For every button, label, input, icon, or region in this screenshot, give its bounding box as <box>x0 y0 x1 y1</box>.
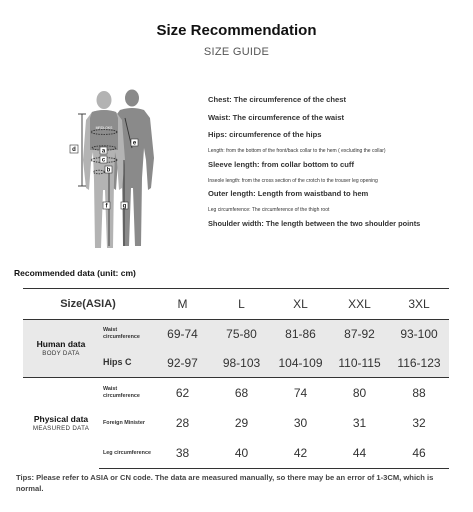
page-title: Size Recommendation <box>156 22 317 39</box>
table-cell: 42 <box>271 438 330 469</box>
table-cell: 75-80 <box>212 320 271 349</box>
row-label: Foreign Minister <box>103 419 145 426</box>
size-header-cell: 3XL <box>389 289 449 320</box>
table-cell: 32 <box>412 416 426 430</box>
row-label: Waist circumference <box>99 378 153 409</box>
marker-d: d <box>72 147 76 153</box>
table-cell: 81-86 <box>271 320 330 349</box>
def-length: Length: from the bottom of the front/back collar to the hem ( excluding the collar) <box>208 148 386 155</box>
table-cell: 62 <box>153 378 212 409</box>
table-cell: 116-123 <box>389 348 449 378</box>
measurement-definitions <box>208 96 470 233</box>
marker-c: c <box>101 157 106 164</box>
table-cell: 29 <box>234 416 249 430</box>
group-title: Physical data <box>33 413 89 424</box>
table-cell: 104-109 <box>271 348 330 378</box>
table-cell: 88 <box>389 378 449 409</box>
table-cell: 68 <box>212 378 271 409</box>
marker-f: f <box>105 203 108 210</box>
size-header-cell: XL <box>271 289 330 320</box>
marker-e: e <box>132 140 137 147</box>
table-cell: 80 <box>330 378 389 409</box>
size-header-row <box>23 289 449 320</box>
row-label: Waist circumference <box>99 320 153 349</box>
recommended-data-title: Recommended data (unit: cm) <box>14 268 136 278</box>
def-sleeve-length: Sleeve length: from collar bottom to cuff <box>208 159 354 169</box>
def-chest: Chest: The circumference of the chest <box>208 95 346 104</box>
table-cell: 31 <box>352 416 367 430</box>
table-cell: 87-92 <box>330 320 389 349</box>
table-cell: 98-103 <box>212 348 271 378</box>
size-header-cell: M <box>153 289 212 320</box>
physical-data-label <box>23 378 99 469</box>
size-header-cell: XXL <box>330 289 389 320</box>
table-cell: 46 <box>389 438 449 469</box>
def-waist: Waist: The circumference of the waist <box>208 112 345 122</box>
table-cell: 69-74 <box>153 320 212 349</box>
marker-b: b <box>106 167 111 174</box>
marker-g: g <box>122 203 127 210</box>
table-cell: 92-97 <box>153 348 212 378</box>
table-cell: 74 <box>271 378 330 409</box>
def-inseam-length: Inseole length: from the cross section of the crotch to the trouser leg opening <box>208 177 378 184</box>
def-hips: Hips: circumference of the hips <box>208 130 322 140</box>
table-cell: 44 <box>330 438 389 469</box>
table-cell: 40 <box>212 438 271 469</box>
group-subtitle: BODY DATA <box>42 349 80 357</box>
shirt-brand: MRDLOKS <box>95 126 113 130</box>
size-table <box>23 288 449 469</box>
table-cell: 30 <box>293 416 308 430</box>
group-title: Human data <box>36 338 86 349</box>
def-shoulder-width: Shoulder width: The length between the two shoulder points <box>208 218 421 228</box>
table-row <box>23 320 449 349</box>
table-row <box>23 378 449 409</box>
table-cell: 110-115 <box>330 348 389 378</box>
row-label: Leg circumference <box>99 438 153 469</box>
page-subtitle: SIZE GUIDE <box>203 46 270 58</box>
human-data-label <box>23 320 99 378</box>
def-leg-circumference: Leg circumference: The circumference of the thigh root <box>208 207 330 214</box>
table-cell: 38 <box>153 438 212 469</box>
def-outer-length: Outer length: Length from waistband to hem <box>208 189 369 199</box>
table-cell: 28 <box>175 416 190 430</box>
group-subtitle: MEASURED DATA <box>32 424 90 432</box>
body-measurement-figure <box>62 88 172 258</box>
row-label: Hips C <box>99 348 153 378</box>
table-cell: 93-100 <box>389 320 449 349</box>
tips-note: Tips: Please refer to ASIA or CN code. The data are measured manually, so there may be an error of 1-3CM, which is normal. <box>16 473 434 493</box>
marker-a: a <box>101 148 106 155</box>
size-header-label: Size(ASIA) <box>23 289 153 320</box>
size-header-cell: L <box>212 289 271 320</box>
